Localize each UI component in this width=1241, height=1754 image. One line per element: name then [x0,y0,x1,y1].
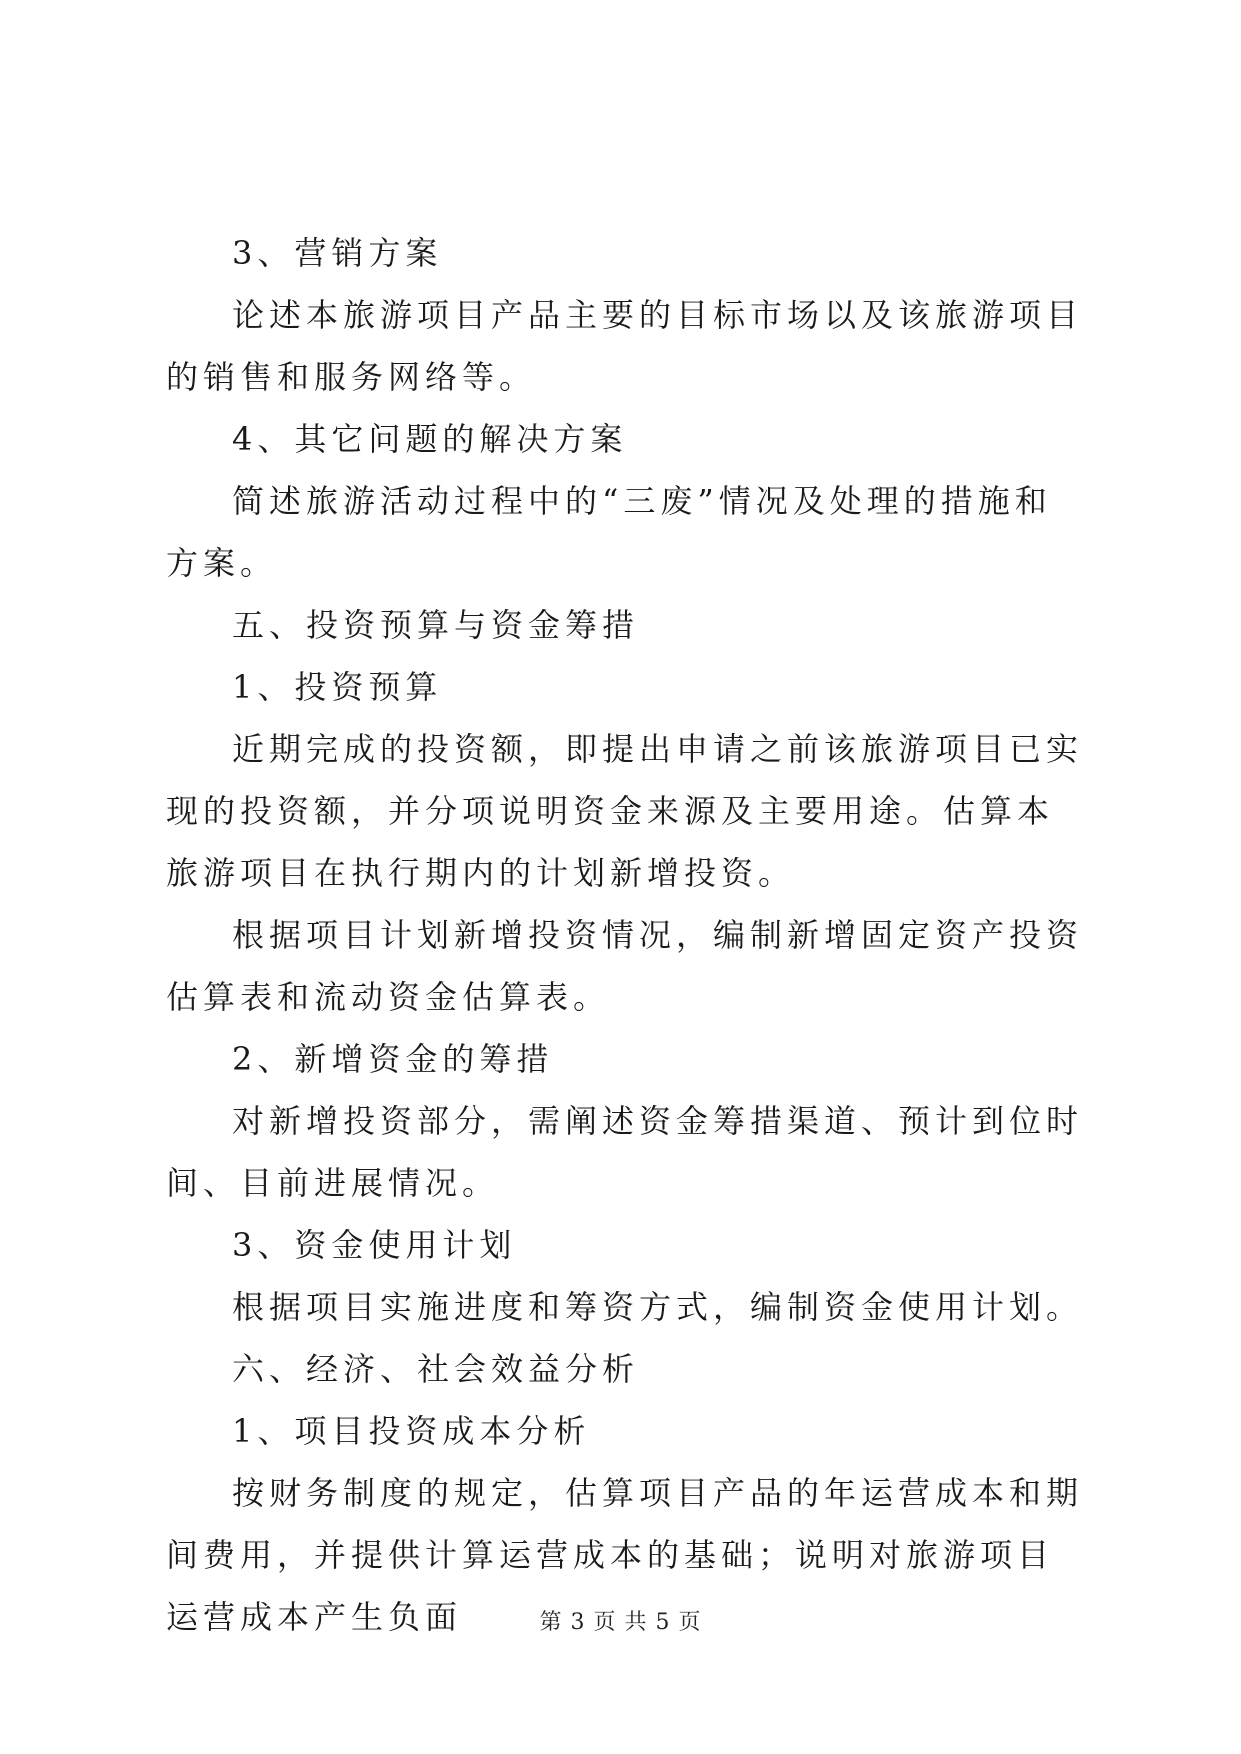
paragraph-new-funding-details: 对新增投资部分，需阐述资金筹措渠道、预计到位时间、目前进展情况。 [166,1102,1084,1202]
page-number-footer: 第 3 页 共 5 页 [539,1610,702,1635]
paragraph-marketing-description: 论述本旅游项目产品主要的目标市场以及该旅游项目的销售和服务网络等。 [166,296,1084,396]
document-body [166,222,1086,1648]
heading-other-issues: 4、其它问题的解决方案 [232,420,628,458]
heading-cost-analysis: 1、项目投资成本分析 [232,1412,591,1450]
heading-investment-financing: 五、投资预算与资金筹措 [232,606,640,644]
paragraph-investment-amount: 近期完成的投资额，即提出申请之前该旅游项目已实现的投资额，并分项说明资金来源及主要用途。估算本旅游项目在执行期内的计划新增投资。 [166,730,1084,892]
heading-marketing-plan: 3、营销方案 [232,234,443,272]
heading-benefit-analysis: 六、经济、社会效益分析 [232,1350,640,1388]
heading-new-funding: 2、新增资金的筹措 [232,1040,554,1078]
paragraph-cost-analysis: 按财务制度的规定，估算项目产品的年运营成本和期间费用，并提供计算运营成本的基础；说明对旅游项目运营成本产生负面 [166,1474,1084,1636]
heading-fund-use-plan: 3、资金使用计划 [232,1226,517,1264]
paragraph-estimate-tables: 根据项目计划新增投资情况，编制新增固定资产投资估算表和流动资金估算表。 [166,916,1084,1016]
paragraph-fund-use-plan: 根据项目实施进度和筹资方式，编制资金使用计划。 [232,1288,1084,1326]
paragraph-three-wastes: 简述旅游活动过程中的“三废”情况及处理的措施和方案。 [166,482,1052,582]
heading-investment-budget: 1、投资预算 [232,668,443,706]
